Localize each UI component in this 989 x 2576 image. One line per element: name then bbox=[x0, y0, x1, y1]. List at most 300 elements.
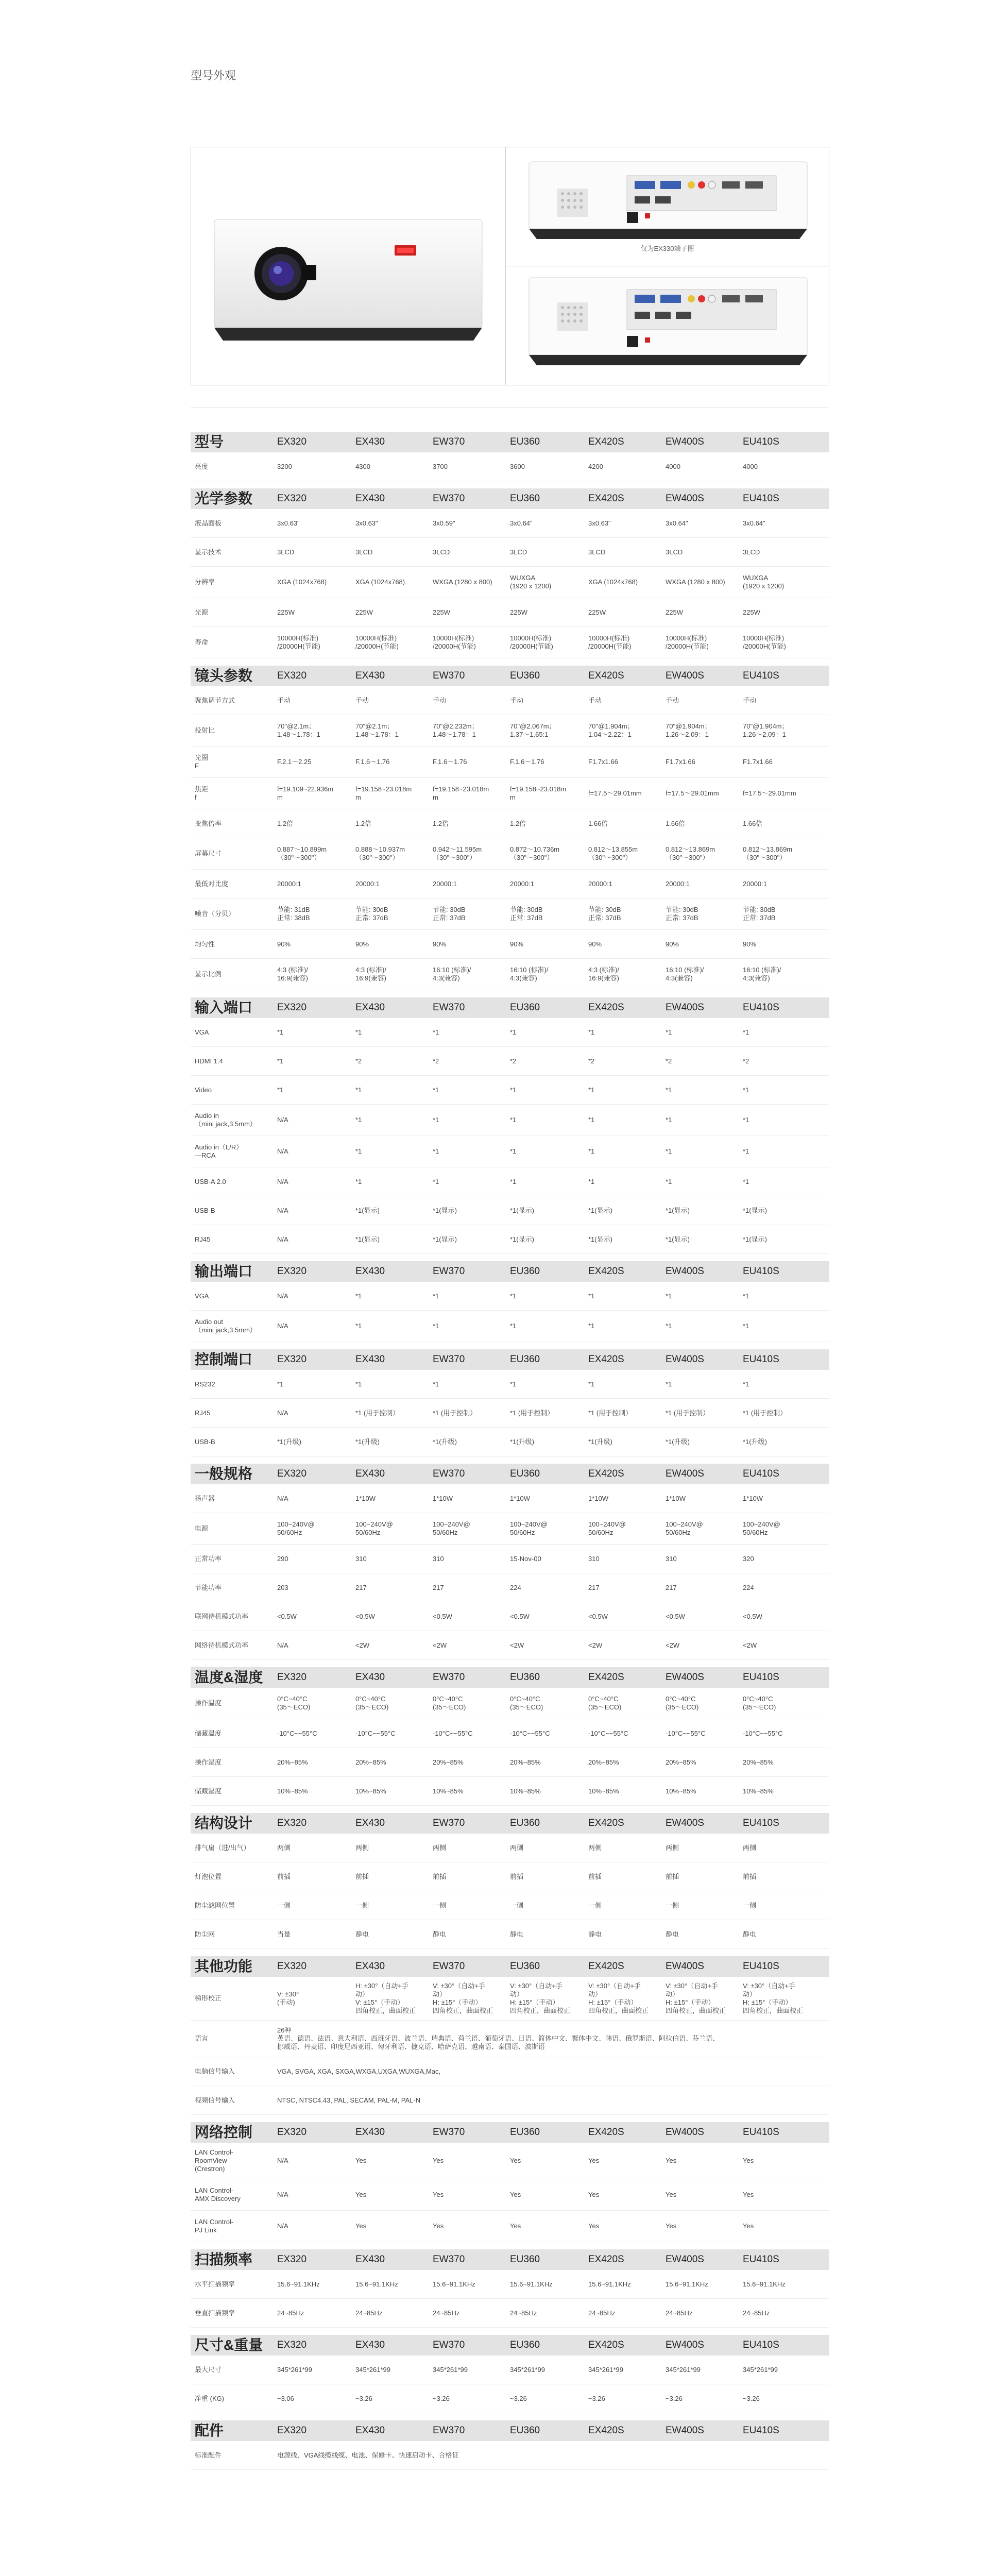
spec-value: 3x0.64" bbox=[510, 519, 533, 527]
spec-row bbox=[191, 2299, 829, 2328]
spec-value: 3x0.63" bbox=[277, 519, 300, 527]
spec-value: 20%~85% bbox=[277, 1758, 308, 1766]
spec-row bbox=[191, 538, 829, 567]
spec-value: 3x0.63" bbox=[355, 519, 378, 527]
spec-value: 1*10W bbox=[510, 1494, 531, 1502]
spec-label: 焦距 f bbox=[195, 785, 209, 801]
model-header: EU410S bbox=[743, 1266, 779, 1277]
model-header: EW370 bbox=[433, 1961, 465, 1972]
section-header bbox=[191, 488, 829, 509]
spec-label: 噪音（分贝） bbox=[195, 910, 235, 918]
spec-value: 0.812～13.869m （30"～300"） bbox=[743, 845, 793, 861]
model-header: EW370 bbox=[433, 1818, 465, 1828]
model-header: EW370 bbox=[433, 1266, 465, 1277]
model-header: EW370 bbox=[433, 436, 465, 447]
spec-value: 节能: 30dB 正常: 37dB bbox=[743, 906, 776, 922]
spec-value: 100~240V@ 50/60Hz bbox=[666, 1520, 703, 1536]
spec-value: 一侧 bbox=[433, 1901, 447, 1909]
spec-value: 24~85Hz bbox=[588, 2309, 616, 2317]
spec-value: <0.5W bbox=[510, 1612, 530, 1620]
spec-value: *1 bbox=[355, 1177, 362, 1185]
spec-value: 345*261*99 bbox=[743, 2365, 778, 2374]
spec-value: 一侧 bbox=[666, 1901, 679, 1909]
spec-value: *2 bbox=[510, 1057, 517, 1065]
spec-label: 显示技术 bbox=[195, 548, 222, 556]
spec-value: -10°C~~55°C bbox=[433, 1729, 473, 1737]
spec-value: 节能: 30dB 正常: 37dB bbox=[666, 906, 698, 922]
spec-value: 16:10 (标准)/ 4:3(兼容) bbox=[743, 966, 781, 982]
section-header bbox=[191, 2335, 829, 2355]
model-header: EW400S bbox=[666, 2340, 704, 2350]
spec-value: 15.6~91.1KHz bbox=[433, 2280, 475, 2288]
spec-value: 100~240V@ 50/60Hz bbox=[743, 1520, 780, 1536]
spec-value: f=17.5～29.01mm bbox=[588, 789, 642, 797]
model-header: EX430 bbox=[355, 1818, 385, 1828]
spec-value: 90% bbox=[743, 940, 757, 948]
spec-row bbox=[191, 1920, 829, 1949]
spec-value: 4200 bbox=[588, 462, 603, 470]
spec-value: 两侧 bbox=[355, 1843, 369, 1852]
spec-value: *1 bbox=[433, 1177, 439, 1185]
spec-value: 20%~85% bbox=[666, 1758, 696, 1766]
spec-value: 20000:1 bbox=[588, 879, 612, 888]
spec-value: *1 bbox=[588, 1086, 595, 1094]
model-header: EX320 bbox=[277, 2340, 307, 2350]
spec-value: *1 bbox=[355, 1380, 362, 1388]
spec-label: 梯形校正 bbox=[195, 1994, 222, 2002]
model-header: EX320 bbox=[277, 1266, 307, 1277]
spec-row bbox=[191, 2384, 829, 2413]
spec-value: 一侧 bbox=[510, 1901, 524, 1909]
spec-value: ~3.26 bbox=[510, 2394, 527, 2402]
spec-value: 203 bbox=[277, 1583, 288, 1591]
spec-value: 90% bbox=[588, 940, 602, 948]
spec-value: <2W bbox=[666, 1641, 680, 1649]
spec-value: <2W bbox=[743, 1641, 757, 1649]
spec-value: *1(显示) bbox=[433, 1206, 457, 1214]
spec-value: 1*10W bbox=[355, 1494, 376, 1502]
spec-value: F.2.1～2.25 bbox=[277, 758, 312, 766]
spec-value: F.1.6～1.76 bbox=[433, 758, 467, 766]
spec-value: 20000:1 bbox=[355, 879, 380, 888]
spec-value: 70"@2.232m； 1.48～1.78：1 bbox=[433, 722, 479, 738]
model-header: EX430 bbox=[355, 1354, 385, 1365]
spec-value: V: ±30°（自动+手 动） H: ±15°（手动） 四角校正，曲面校正 bbox=[743, 1982, 804, 2014]
spec-value: 100~240V@ 50/60Hz bbox=[433, 1520, 470, 1536]
spec-value: *1 bbox=[510, 1292, 517, 1300]
spec-label: 变焦倍率 bbox=[195, 819, 222, 827]
spec-row bbox=[191, 1225, 829, 1254]
spec-value: 320 bbox=[743, 1554, 754, 1563]
spec-row bbox=[191, 1977, 829, 2021]
spec-value: Yes bbox=[433, 2222, 444, 2230]
spec-label: VGA bbox=[195, 1292, 209, 1300]
spec-value: *1 bbox=[510, 1380, 517, 1388]
spec-value: *1 bbox=[588, 1116, 595, 1124]
spec-value: *2 bbox=[588, 1057, 595, 1065]
model-header: EW370 bbox=[433, 670, 465, 681]
model-header: EU410S bbox=[743, 1672, 779, 1683]
spec-row bbox=[191, 1105, 829, 1136]
projector-front-image bbox=[191, 147, 506, 385]
spec-value: 90% bbox=[433, 940, 447, 948]
model-header: EU360 bbox=[510, 1961, 540, 1972]
model-header: EX420S bbox=[588, 1672, 624, 1683]
spec-row bbox=[191, 1428, 829, 1456]
spec-value: N/A bbox=[277, 1641, 288, 1649]
spec-value: 前插 bbox=[355, 1872, 369, 1880]
spec-row bbox=[191, 1399, 829, 1428]
spec-value: 10%~85% bbox=[743, 1787, 774, 1795]
spec-value: 两侧 bbox=[277, 1843, 291, 1852]
model-header: EU410S bbox=[743, 436, 779, 447]
spec-value: WUXGA (1920 x 1200) bbox=[743, 574, 785, 590]
spec-value: 224 bbox=[743, 1583, 754, 1591]
model-header: EW400S bbox=[666, 493, 704, 504]
model-header: EX420S bbox=[588, 1354, 624, 1365]
spec-value: 1.66倍 bbox=[666, 819, 686, 827]
spec-value: <0.5W bbox=[588, 1612, 608, 1620]
section-title: 配件 bbox=[195, 2422, 224, 2438]
spec-value: 345*261*99 bbox=[666, 2365, 701, 2374]
spec-value: *1 bbox=[355, 1322, 362, 1330]
spec-value: N/A bbox=[277, 1235, 288, 1243]
model-header: EW370 bbox=[433, 2254, 465, 2265]
spec-label: 灯泡位置 bbox=[195, 1872, 222, 1880]
spec-value: Yes bbox=[588, 2191, 600, 2198]
spec-value: *1 bbox=[277, 1028, 284, 1036]
spec-value: 1.2倍 bbox=[433, 819, 449, 827]
spec-label: 水平扫描频率 bbox=[195, 2280, 235, 2288]
spec-label: 均匀性 bbox=[195, 940, 215, 948]
spec-value: 0.887～10.899m （30"～300"） bbox=[277, 845, 327, 861]
section-title: 网络控制 bbox=[195, 2124, 253, 2140]
spec-row bbox=[191, 899, 829, 930]
model-header: EW400S bbox=[666, 1266, 704, 1277]
spec-value: 静电 bbox=[510, 1930, 524, 1938]
spec-label: 分辨率 bbox=[195, 578, 215, 586]
spec-label: RS232 bbox=[195, 1380, 215, 1388]
spec-value: *1 bbox=[510, 1177, 517, 1185]
spec-label: 亮度 bbox=[195, 462, 209, 470]
model-header: EW370 bbox=[433, 2127, 465, 2138]
spec-value: 0.872～10.736m （30"～300"） bbox=[510, 845, 560, 861]
spec-value: NTSC, NTSC4.43, PAL, SECAM, PAL-M, PAL-N bbox=[277, 2096, 421, 2104]
spec-value: *1(显示) bbox=[433, 1235, 457, 1243]
model-header: EX320 bbox=[277, 2254, 307, 2265]
model-header: EU360 bbox=[510, 1354, 540, 1365]
spec-value: *1 bbox=[433, 1322, 439, 1330]
spec-value: -10°C~~55°C bbox=[277, 1729, 317, 1737]
spec-value: *1 bbox=[743, 1086, 749, 1094]
spec-value: *1 (用于控制） bbox=[510, 1409, 554, 1417]
spec-label: 防尘滤网位置 bbox=[195, 1901, 235, 1909]
spec-label: 排气扇（进/出气） bbox=[195, 1843, 250, 1852]
spec-value: *1 bbox=[743, 1292, 749, 1300]
spec-value: 静电 bbox=[588, 1930, 602, 1938]
spec-value: 345*261*99 bbox=[588, 2365, 623, 2374]
spec-value: N/A bbox=[277, 1147, 288, 1155]
spec-row bbox=[191, 2179, 829, 2211]
product-images bbox=[191, 147, 829, 385]
model-header: EX430 bbox=[355, 1002, 385, 1013]
spec-row bbox=[191, 2270, 829, 2299]
model-header: EX430 bbox=[355, 1266, 385, 1277]
spec-value: 静电 bbox=[355, 1930, 369, 1938]
spec-value: 24~85Hz bbox=[510, 2309, 537, 2317]
spec-value: 3x0.64" bbox=[743, 519, 765, 527]
spec-label: RJ45 bbox=[195, 1235, 211, 1243]
model-header: EW400S bbox=[666, 1818, 704, 1828]
spec-label: USB-B bbox=[195, 1437, 215, 1446]
spec-label: 操作湿度 bbox=[195, 1758, 222, 1766]
spec-value: F.1.6～1.76 bbox=[355, 758, 390, 766]
section-title: 一般规格 bbox=[195, 1466, 253, 1482]
spec-value: 静电 bbox=[743, 1930, 757, 1938]
model-header: EX320 bbox=[277, 436, 307, 447]
spec-label: 光圈 F bbox=[195, 754, 209, 770]
spec-value: -10°C~~55°C bbox=[510, 1729, 550, 1737]
spec-value: WXGA (1280 x 800) bbox=[666, 578, 725, 586]
spec-label: 最大尺寸 bbox=[195, 2365, 222, 2374]
model-header: EW400S bbox=[666, 1354, 704, 1365]
spec-value: *1 bbox=[743, 1322, 749, 1330]
spec-label: 聚焦调节方式 bbox=[195, 696, 235, 704]
spec-value: 节能: 31dB 正常: 38dB bbox=[277, 906, 310, 922]
spec-value: Yes bbox=[355, 2222, 367, 2230]
spec-value: *1(升级) bbox=[510, 1437, 534, 1446]
spec-value: Yes bbox=[588, 2157, 600, 2164]
spec-value: ~3.26 bbox=[433, 2394, 450, 2402]
spec-row bbox=[191, 870, 829, 899]
spec-value: *1(升级) bbox=[743, 1437, 767, 1446]
spec-value: 10%~85% bbox=[588, 1787, 619, 1795]
spec-value: 手动 bbox=[355, 696, 369, 704]
spec-value: N/A bbox=[277, 1494, 288, 1502]
spec-row bbox=[191, 1484, 829, 1513]
model-header: EX320 bbox=[277, 1818, 307, 1828]
spec-value: N/A bbox=[277, 1177, 288, 1185]
spec-value: 3600 bbox=[510, 462, 525, 470]
spec-value: 手动 bbox=[666, 696, 679, 704]
spec-value: WUXGA (1920 x 1200) bbox=[510, 574, 552, 590]
spec-label: USB-B bbox=[195, 1206, 215, 1214]
model-header: EX430 bbox=[355, 493, 385, 504]
spec-label: 操作温度 bbox=[195, 1699, 222, 1707]
spec-value: 3LCD bbox=[510, 548, 527, 556]
spec-value: 一侧 bbox=[277, 1901, 291, 1909]
model-header: EX420S bbox=[588, 436, 624, 447]
spec-value: 1.66倍 bbox=[743, 819, 763, 827]
spec-value: 4000 bbox=[743, 462, 758, 470]
spec-value: *1 (用于控制） bbox=[743, 1409, 787, 1417]
spec-value: N/A bbox=[277, 1292, 288, 1300]
spec-value: *1 bbox=[277, 1086, 284, 1094]
spec-value: 前插 bbox=[666, 1872, 679, 1880]
spec-value: 0°C~40°C (35～ECO) bbox=[588, 1695, 622, 1711]
spec-row bbox=[191, 1573, 829, 1602]
spec-value: *1 bbox=[588, 1028, 595, 1036]
spec-row bbox=[191, 627, 829, 658]
spec-label: 扬声器 bbox=[195, 1494, 215, 1502]
spec-value: <0.5W bbox=[277, 1612, 297, 1620]
model-header: EX320 bbox=[277, 493, 307, 504]
model-header: EX430 bbox=[355, 1961, 385, 1972]
spec-value: 70"@1.904m； 1.26～2.09：1 bbox=[666, 722, 711, 738]
spec-value: 3LCD bbox=[277, 548, 295, 556]
model-header: EU410S bbox=[743, 2425, 779, 2436]
model-header: EX420S bbox=[588, 1266, 624, 1277]
spec-value: 节能: 30dB 正常: 37dB bbox=[355, 906, 388, 922]
spec-value: 3LCD bbox=[666, 548, 683, 556]
image-caption: 仅为EX330端子图 bbox=[640, 245, 694, 252]
model-header: EW370 bbox=[433, 1354, 465, 1365]
spec-table bbox=[191, 432, 829, 2470]
spec-value: 1*10W bbox=[588, 1494, 609, 1502]
spec-value: 225W bbox=[666, 608, 683, 616]
spec-value: *1(升级) bbox=[433, 1437, 457, 1446]
spec-value: *1(显示) bbox=[743, 1206, 767, 1214]
spec-row bbox=[191, 1631, 829, 1660]
spec-row bbox=[191, 809, 829, 838]
model-header: EW400S bbox=[666, 2254, 704, 2265]
spec-row bbox=[191, 598, 829, 627]
spec-value: V: ±30°（自动+手 动） H: ±15°（手动） 四角校正，曲面校正 bbox=[510, 1982, 571, 2014]
spec-value: WXGA (1280 x 800) bbox=[433, 578, 492, 586]
spec-value: 静电 bbox=[433, 1930, 447, 1938]
model-header: EU410S bbox=[743, 2127, 779, 2138]
spec-value: 0°C~40°C (35～ECO) bbox=[277, 1695, 311, 1711]
spec-value: -10°C~~55°C bbox=[355, 1729, 396, 1737]
spec-value: *1 bbox=[666, 1028, 672, 1036]
model-header: EU360 bbox=[510, 493, 540, 504]
divider bbox=[191, 407, 829, 408]
spec-value: 节能: 30dB 正常: 37dB bbox=[510, 906, 543, 922]
spec-value: 静电 bbox=[666, 1930, 679, 1938]
spec-row bbox=[191, 1076, 829, 1105]
spec-value: f=19.158~23.018m m bbox=[355, 785, 412, 801]
spec-value: 15-Nov-00 bbox=[510, 1554, 541, 1563]
spec-label: LAN Control- AMX Discovery bbox=[195, 2187, 241, 2202]
spec-value: 1.2倍 bbox=[510, 819, 526, 827]
model-header: EU360 bbox=[510, 1672, 540, 1683]
spec-value: 1*10W bbox=[433, 1494, 453, 1502]
spec-value: Yes bbox=[510, 2157, 521, 2164]
spec-value: N/A bbox=[277, 1116, 288, 1124]
spec-label: 节能功率 bbox=[195, 1583, 222, 1591]
spec-value: *1 bbox=[666, 1147, 672, 1155]
spec-value: *1 bbox=[666, 1177, 672, 1185]
spec-value: *1(显示) bbox=[588, 1206, 612, 1214]
model-header: EX430 bbox=[355, 2254, 385, 2265]
spec-row bbox=[191, 1545, 829, 1573]
spec-value: 节能: 30dB 正常: 37dB bbox=[433, 906, 466, 922]
spec-label: 标准配件 bbox=[195, 2451, 222, 2459]
model-header: EW400S bbox=[666, 436, 704, 447]
spec-value: f=19.158~23.018m m bbox=[433, 785, 489, 801]
spec-value: 345*261*99 bbox=[277, 2365, 312, 2374]
spec-label: 液晶面板 bbox=[195, 519, 222, 527]
spec-value: XGA (1024x768) bbox=[355, 578, 405, 586]
section-header bbox=[191, 1956, 829, 1977]
spec-value: ~3.26 bbox=[355, 2394, 372, 2402]
model-header: EX420S bbox=[588, 2340, 624, 2350]
spec-value: 10000H(标准) /20000H(节能) bbox=[743, 634, 786, 650]
spec-value: *1(升级) bbox=[666, 1437, 690, 1446]
spec-value: 10%~85% bbox=[510, 1787, 541, 1795]
model-header: EU410S bbox=[743, 2340, 779, 2350]
section-title: 控制端口 bbox=[195, 1351, 253, 1367]
spec-label: RJ45 bbox=[195, 1409, 211, 1417]
spec-value: Yes bbox=[433, 2157, 444, 2164]
spec-label: 寿命 bbox=[195, 638, 209, 646]
spec-value: 70"@2.1m； 1.48～1.78：1 bbox=[277, 722, 320, 738]
model-header: EU360 bbox=[510, 1468, 540, 1479]
model-header: EW400S bbox=[666, 670, 704, 681]
spec-row bbox=[191, 1196, 829, 1225]
model-header: EU410S bbox=[743, 1468, 779, 1479]
model-header: EU410S bbox=[743, 1354, 779, 1365]
spec-row bbox=[191, 2143, 829, 2179]
spec-value: *1 bbox=[743, 1116, 749, 1124]
spec-value: 225W bbox=[588, 608, 606, 616]
spec-value: Yes bbox=[743, 2222, 754, 2230]
model-header: EX320 bbox=[277, 1672, 307, 1683]
spec-row bbox=[191, 1047, 829, 1076]
spec-label: 储藏温度 bbox=[195, 1729, 222, 1737]
model-header: EX320 bbox=[277, 670, 307, 681]
spec-row bbox=[191, 1748, 829, 1777]
spec-value: 4:3 (标准)/ 16:9(兼容) bbox=[277, 966, 308, 982]
spec-value: *1(升级) bbox=[277, 1437, 301, 1446]
spec-value: 224 bbox=[510, 1583, 521, 1591]
spec-value: 24~85Hz bbox=[433, 2309, 460, 2317]
model-header: EX320 bbox=[277, 2127, 307, 2138]
spec-value: *1 bbox=[743, 1177, 749, 1185]
spec-value: *1 bbox=[510, 1322, 517, 1330]
spec-value: *1 (用于控制） bbox=[588, 1409, 633, 1417]
spec-row bbox=[191, 452, 829, 481]
spec-value: 3LCD bbox=[588, 548, 606, 556]
spec-value: ~3.26 bbox=[743, 2394, 760, 2402]
spec-value: VGA, SVGA, XGA, SXGA,WXGA,UXGA,WUXGA,Mac, bbox=[277, 2067, 441, 2075]
spec-value: *1(显示) bbox=[510, 1235, 534, 1243]
spec-label: USB-A 2.0 bbox=[195, 1177, 226, 1185]
spec-row bbox=[191, 2021, 829, 2057]
spec-value: ~3.26 bbox=[666, 2394, 683, 2402]
spec-value: *1 bbox=[588, 1322, 595, 1330]
spec-value: *1 bbox=[433, 1380, 439, 1388]
spec-label: 防尘网 bbox=[195, 1930, 215, 1938]
spec-value: *1(显示) bbox=[743, 1235, 767, 1243]
spec-value: 0.888～10.937m （30"～300"） bbox=[355, 845, 405, 861]
model-header: EX320 bbox=[277, 1961, 307, 1972]
spec-value: 20000:1 bbox=[277, 879, 301, 888]
spec-value: 两侧 bbox=[433, 1843, 447, 1852]
spec-value: *2 bbox=[355, 1057, 362, 1065]
spec-row bbox=[191, 2211, 829, 2242]
model-header: EW400S bbox=[666, 1672, 704, 1683]
spec-value: *1 bbox=[433, 1086, 439, 1094]
spec-label: 显示比例 bbox=[195, 970, 222, 978]
spec-value: 20%~85% bbox=[433, 1758, 464, 1766]
spec-row bbox=[191, 959, 829, 990]
spec-value: Yes bbox=[666, 2191, 677, 2198]
spec-value: 10000H(标准) /20000H(节能) bbox=[355, 634, 399, 650]
spec-value: 310 bbox=[588, 1554, 600, 1563]
model-header: EX430 bbox=[355, 1672, 385, 1683]
spec-value: N/A bbox=[277, 1322, 288, 1330]
